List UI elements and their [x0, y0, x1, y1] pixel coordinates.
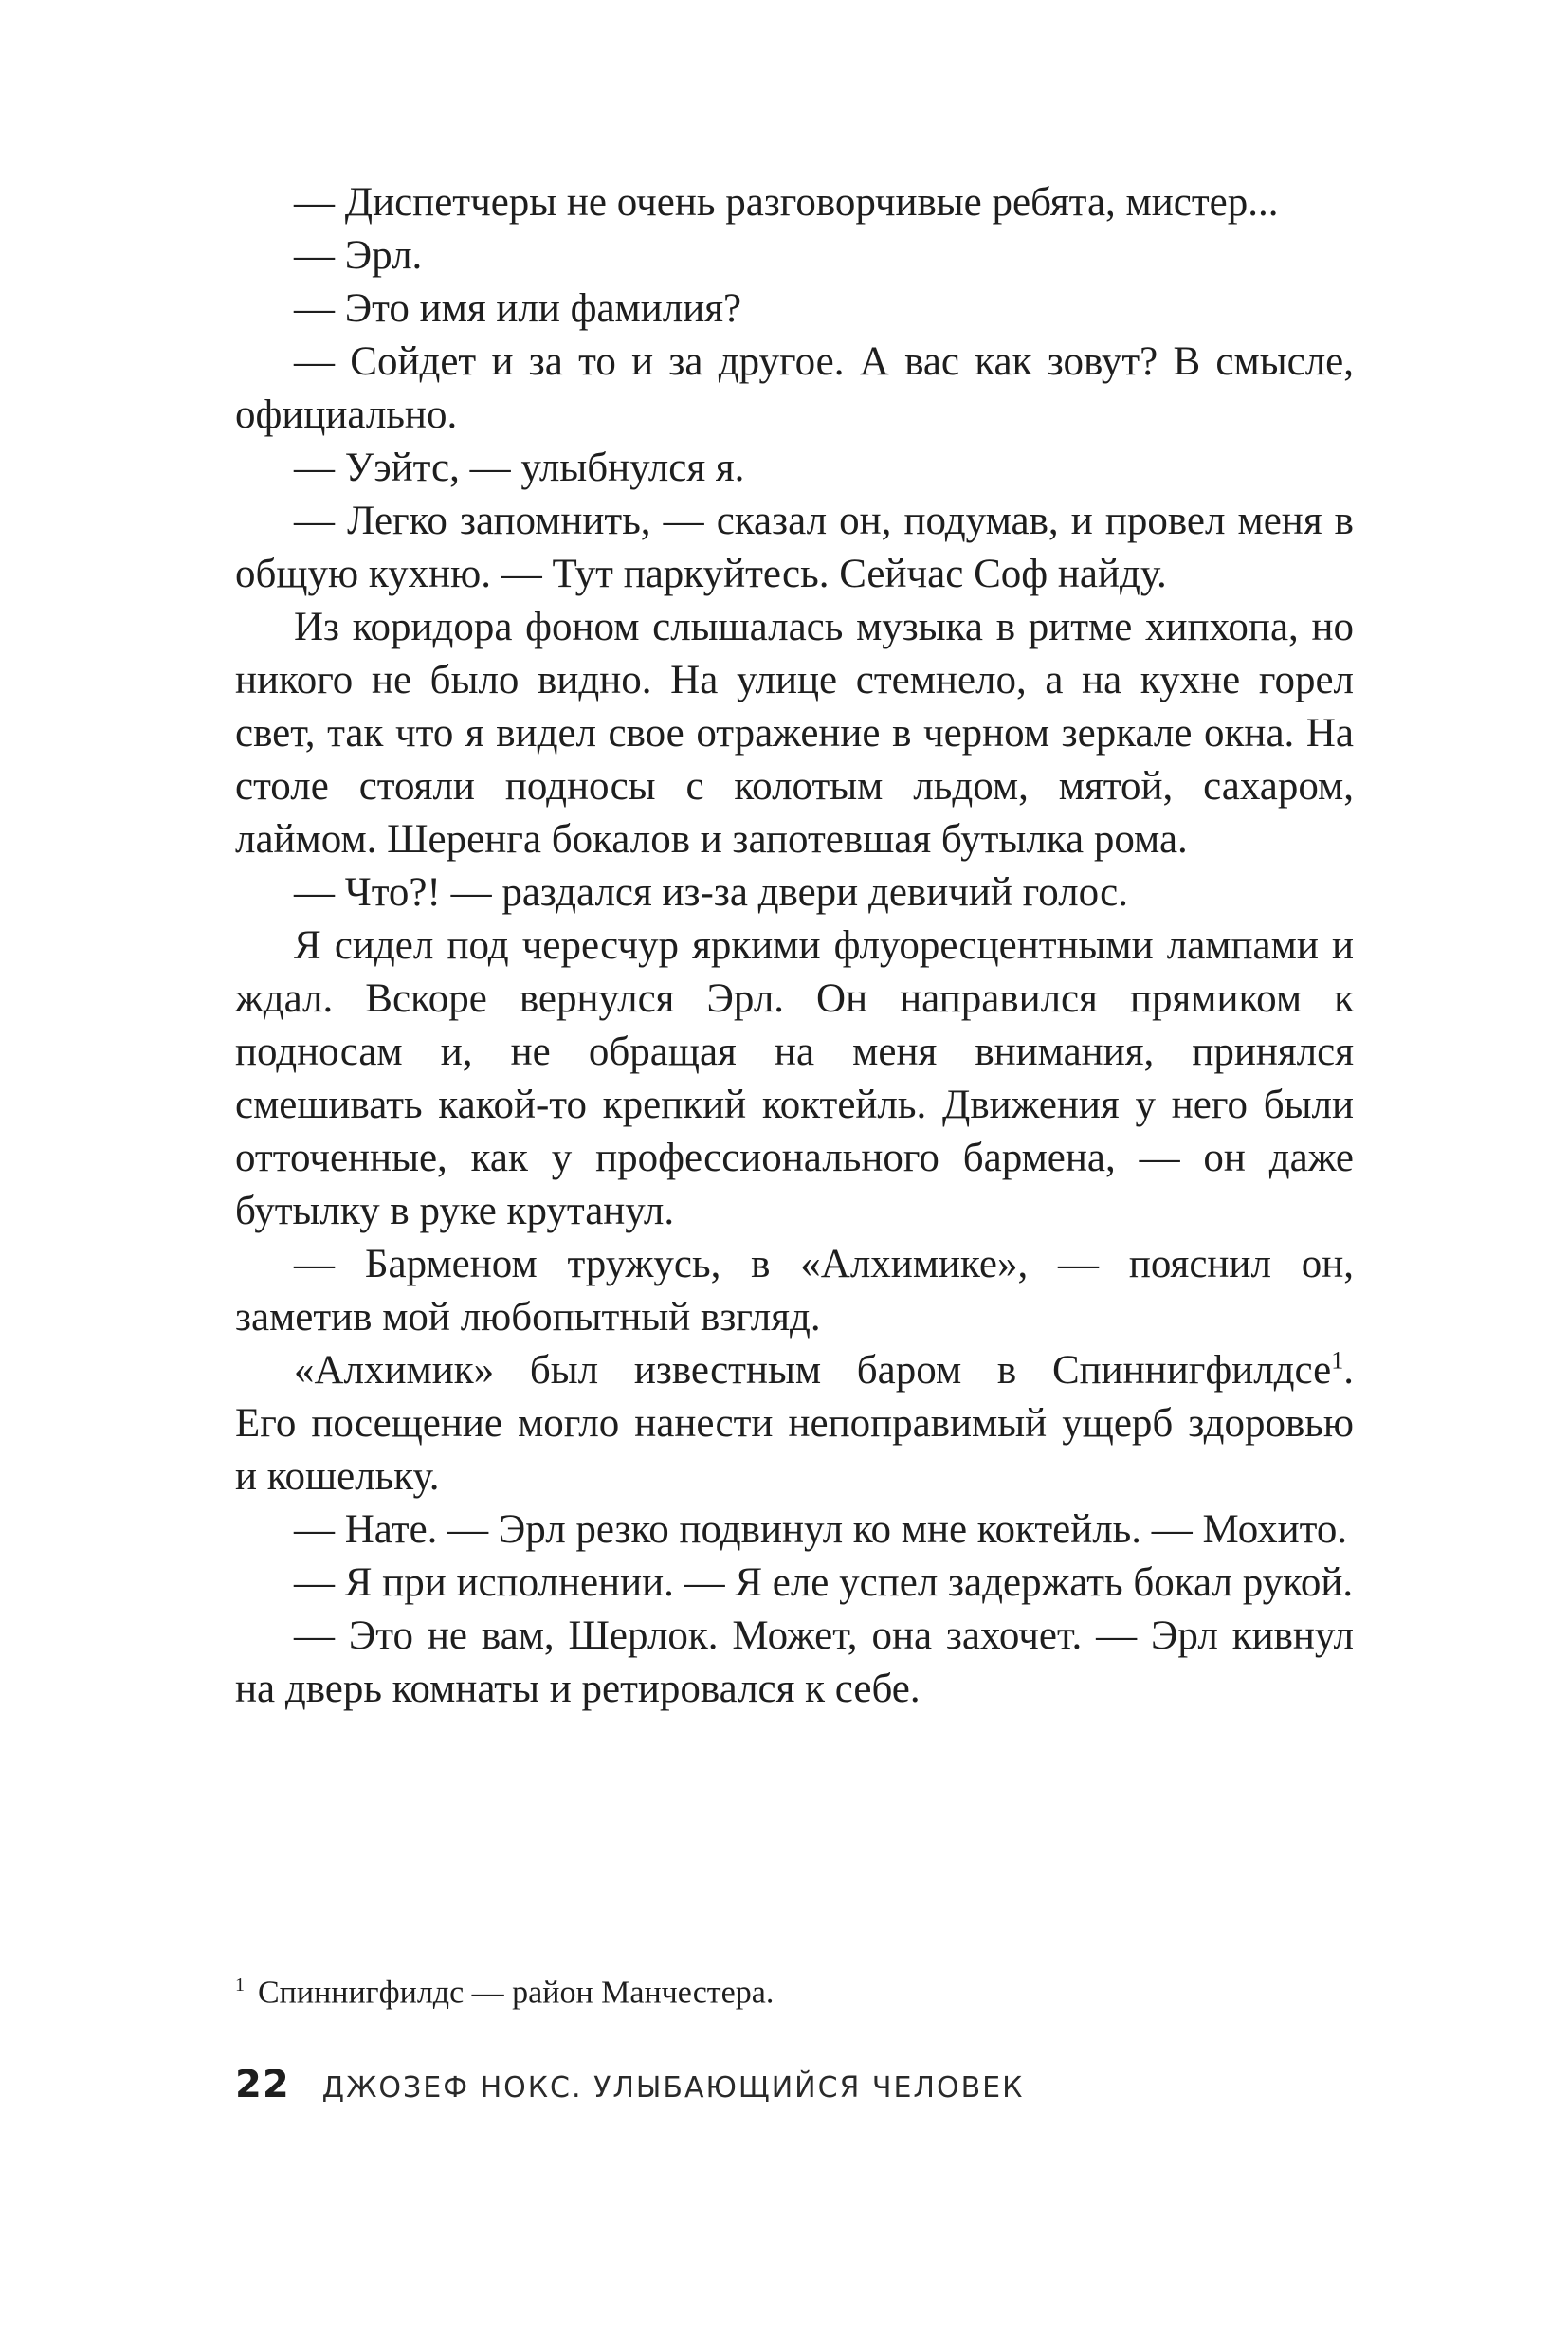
paragraph-with-footnote: «Алхимик» был известным баром в Спиннигфилдсе$^1$. [294, 1346, 1354, 1393]
paragraph-continuation: Его посещение могло нанести непоправимый ущерб здоровью и кошельку. [235, 1401, 1354, 1499]
paragraph: — Диспетчеры не очень разговорчивые ребята, мистер... [294, 180, 1279, 225]
footnote [235, 1964, 1354, 2014]
paragraph: — Это имя или фамилия? [294, 286, 742, 331]
paragraph: — Сойдет и за то и за другое. А вас как зовут? В смысле, официально. [235, 339, 1354, 437]
main-text [235, 176, 1354, 1716]
paragraph: — Эрл. [294, 233, 423, 278]
running-footer [235, 2063, 1354, 2120]
paragraph: — Легко запомнить, — сказал он, подумав, и провел меня в общую кухню. — Тут паркуйтесь. Сейчас Соф найду. [235, 499, 1354, 596]
paragraph: — Барменом тружусь, в «Алхимике», — пояснил он, заметив мой любопытный взгляд. [235, 1242, 1354, 1340]
page-number: 22 [235, 2063, 290, 2106]
paragraph: — Нате. — Эрл резко подвинул ко мне коктейль. — Мохито. [294, 1507, 1348, 1552]
footnote-text: Спиннигфилдс — район Манчестера. [258, 1975, 775, 2011]
paragraph: — Уэйтс, — улыбнулся я. [294, 446, 745, 490]
paragraph: — Это не вам, Шерлок. Может, она захочет. — Эрл кивнул на дверь комнаты и ретировался к себе. [235, 1613, 1354, 1711]
footnote-reference[interactable]: 1 [1331, 1346, 1344, 1375]
book-title: ДЖОЗЕФ НОКС. УЛЫБАЮЩИЙСЯ ЧЕЛОВЕК [321, 2071, 1025, 2105]
paragraph-text: «Алхимик» был известным баром в Спиннигфилдсе [294, 1348, 1332, 1393]
paragraph: — Что?! — раздался из-за двери девичий голос. [294, 870, 1128, 915]
paragraph: Я сидел под чересчур яркими флуоресцентными лампами и ждал. Вскоре вернулся Эрл. Он направился прямиком к подносам и, не обращая на меня внимания, принялся смешивать какой-то крепкий коктейль. Движения у него были отточенные, как у профессионального бармена, — он даже бутылку в руке крутанул. [235, 923, 1354, 1233]
paragraph: — Я при исполнении. — Я еле успел задержать бокал рукой. [294, 1560, 1354, 1605]
footnote-mark: 1 [235, 1975, 245, 1996]
paragraph: Из коридора фоном слышалась музыка в ритме хипхопа, но никого не было видно. На улице стемнело, а на кухне горел свет, так что я видел свое отражение в черном зеркале окна. На столе стояли подносы с колотым льдом, мятой, сахаром, лаймом. Шеренга бокалов и запотевшая бутылка рома. [235, 605, 1354, 862]
